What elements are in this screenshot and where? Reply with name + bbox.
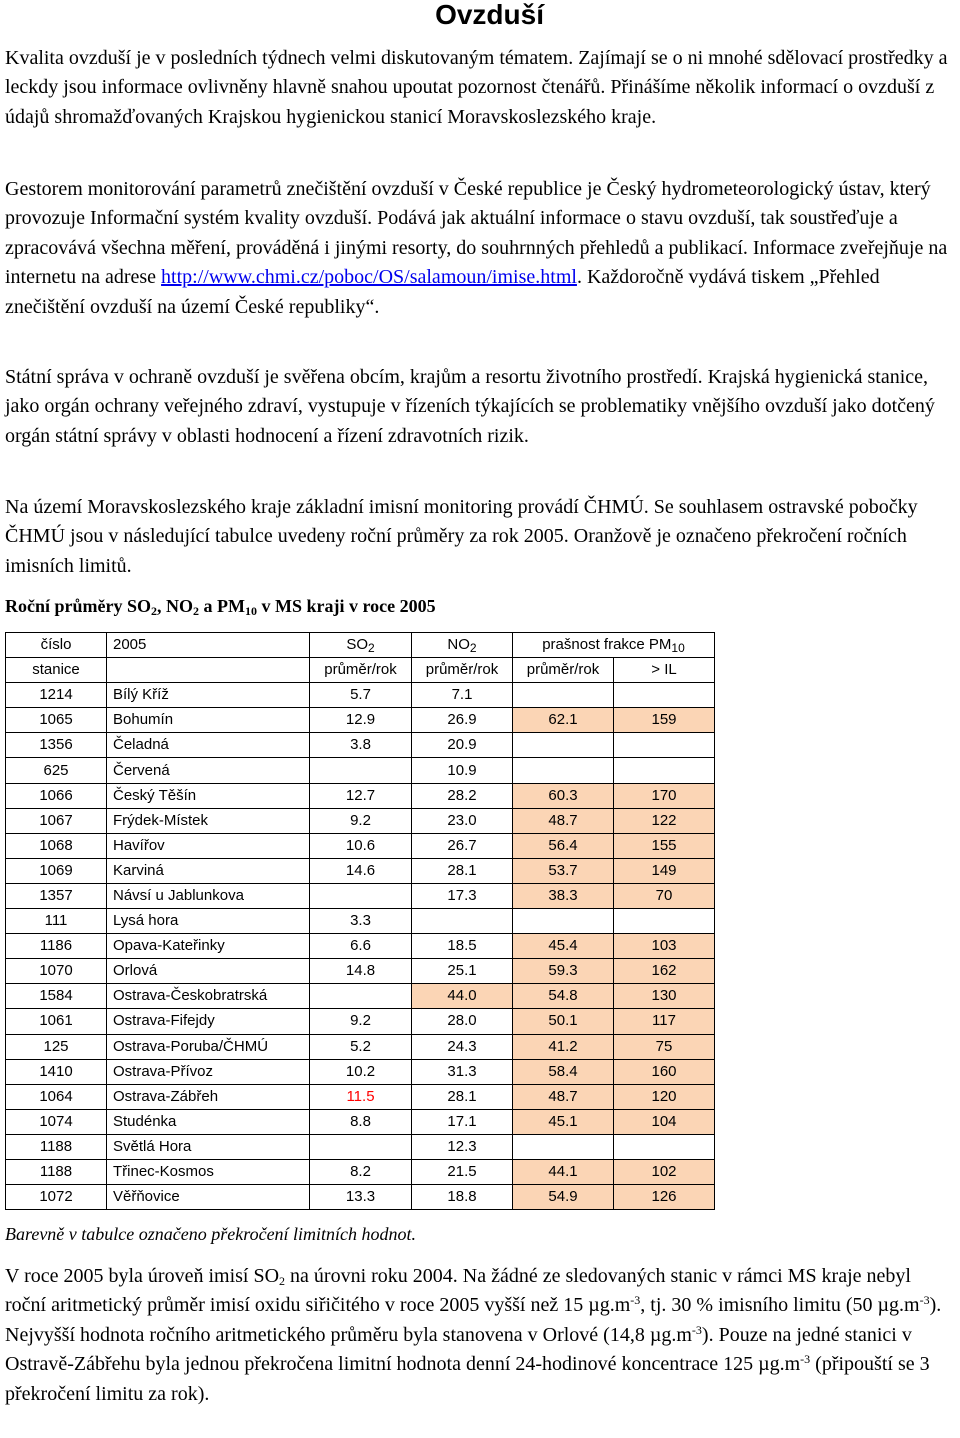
caption-sub: 2 (193, 604, 199, 618)
pm10-cell (513, 733, 614, 758)
page-title: Ovzduší (435, 0, 544, 30)
so2-cell: 14.8 (310, 959, 412, 984)
so2-cell: 9.2 (310, 1009, 412, 1034)
so2-cell: 8.8 (310, 1109, 412, 1134)
table-row (6, 883, 715, 908)
pm10-exceedance-cell (614, 909, 715, 934)
header-cell: průměr/rok (412, 658, 513, 683)
station-id-cell: 1186 (6, 934, 107, 959)
table-caption (5, 594, 436, 618)
caption-part: Roční průměry SO (5, 596, 151, 616)
station-id-cell: 1357 (6, 883, 107, 908)
so2-cell: 10.6 (310, 833, 412, 858)
station-id-cell: 1067 (6, 808, 107, 833)
so2-paragraph-text: ). Nejvyšší hodnota ročního aritmetického průměru byla stanovena v Orlové (14,8 µg.m (5, 1294, 942, 1346)
pm10-exceedance-cell: 120 (614, 1084, 715, 1109)
caption-part: , NO (157, 596, 193, 616)
station-id-cell: 1072 (6, 1185, 107, 1210)
so2-cell: 8.2 (310, 1159, 412, 1184)
no2-cell: 18.5 (412, 934, 513, 959)
pm10-cell: 53.7 (513, 858, 614, 883)
table-row (6, 833, 715, 858)
pm10-cell: 56.4 (513, 833, 614, 858)
station-name-cell: Havířov (107, 833, 310, 858)
pm10-exceedance-cell: 102 (614, 1159, 715, 1184)
station-name-cell: Světlá Hora (107, 1134, 310, 1159)
table-row (6, 1034, 715, 1059)
station-name-cell: Bohumín (107, 708, 310, 733)
pm10-cell: 60.3 (513, 783, 614, 808)
station-name-cell: Návsí u Jablunkova (107, 883, 310, 908)
header-cell: 2005 (107, 633, 310, 658)
caption-sub: 10 (244, 604, 257, 618)
table-row (6, 1185, 715, 1210)
pm10-exceedance-cell: 70 (614, 883, 715, 908)
station-name-cell: Studénka (107, 1109, 310, 1134)
table-header-row (6, 633, 715, 658)
intro-paragraph: Kvalita ovzduší je v posledních týdnech velmi diskutovaným tématem. Zajímají se o ni mnohé sdělovací prostředky a leckdy jsou informace ovlivněny hlavně snahou upoutat pozornost čtenářů. Přinášíme několik informací o ovzduší z údajů shromažďovaných Krajskou hygienickou stanicí Moravskoslezského kraje. (5, 47, 948, 128)
station-name-cell: Ostrava-Českobratrská (107, 984, 310, 1009)
no2-cell: 24.3 (412, 1034, 513, 1059)
pm10-cell: 62.1 (513, 708, 614, 733)
header-text: SO (346, 636, 368, 654)
header-cell: průměr/rok (513, 658, 614, 683)
pm10-exceedance-cell: 126 (614, 1185, 715, 1210)
pm10-cell: 58.4 (513, 1059, 614, 1084)
station-id-cell: 1188 (6, 1134, 107, 1159)
pm10-exceedance-cell: 130 (614, 984, 715, 1009)
station-name-cell: Orlová (107, 959, 310, 984)
table-row (6, 1109, 715, 1134)
station-name-cell: Ostrava-Fifejdy (107, 1009, 310, 1034)
so2-cell (310, 883, 412, 908)
header-sub: 2 (469, 641, 477, 656)
station-name-cell: Čeladná (107, 733, 310, 758)
table-row (6, 683, 715, 708)
pm10-exceedance-cell (614, 1134, 715, 1159)
no2-cell: 28.2 (412, 783, 513, 808)
header-cell-pm (513, 633, 715, 658)
station-name-cell: Frýdek-Místek (107, 808, 310, 833)
table-row (6, 1009, 715, 1034)
superscript: -3 (691, 1322, 702, 1337)
so2-cell: 14.6 (310, 858, 412, 883)
pm10-cell: 41.2 (513, 1034, 614, 1059)
superscript: -3 (919, 1293, 930, 1308)
so2-paragraph-text: na úrovni roku 2004. Na žádné ze sledovaných stanic v rámci MS kraje nebyl roční aritmetický průměr imisí oxidu siřičitého v roce 2005 vyšší než 15 µg.m (5, 1265, 911, 1317)
no2-cell: 31.3 (412, 1059, 513, 1084)
table-note: Barevně v tabulce označeno překročení limitních hodnot. (5, 1224, 417, 1244)
header-sub: 10 (671, 641, 685, 656)
no2-cell: 20.9 (412, 733, 513, 758)
region-paragraph: Na území Moravskoslezského kraje základní imisní monitoring provádí ČHMÚ. Se souhlasem ostravské pobočky ČHMÚ jsou v následující tabulce uvedeny roční průměry za rok 2005. Oranžově je označeno překročení ročních imisních limitů. (5, 496, 918, 577)
station-id-cell: 1068 (6, 833, 107, 858)
so2-cell: 5.2 (310, 1034, 412, 1059)
station-name-cell: Karviná (107, 858, 310, 883)
table-row (6, 733, 715, 758)
so2-cell: 5.7 (310, 683, 412, 708)
no2-cell (412, 909, 513, 934)
station-name-cell: Lysá hora (107, 909, 310, 934)
pm10-exceedance-cell: 117 (614, 1009, 715, 1034)
no2-cell: 44.0 (412, 984, 513, 1009)
pm10-cell: 54.9 (513, 1185, 614, 1210)
table-row (6, 783, 715, 808)
pm10-cell: 45.4 (513, 934, 614, 959)
so2-cell (310, 1134, 412, 1159)
station-id-cell: 1356 (6, 733, 107, 758)
table-row (6, 1059, 715, 1084)
so2-cell: 10.2 (310, 1059, 412, 1084)
monitoring-paragraph (5, 175, 957, 322)
header-cell: číslo (6, 633, 107, 658)
no2-cell: 26.7 (412, 833, 513, 858)
table-row (6, 959, 715, 984)
so2-cell: 3.3 (310, 909, 412, 934)
no2-cell: 23.0 (412, 808, 513, 833)
table-row (6, 858, 715, 883)
station-id-cell: 1069 (6, 858, 107, 883)
pm10-cell (513, 758, 614, 783)
table-subheader-row (6, 658, 715, 683)
so2-cell: 3.8 (310, 733, 412, 758)
station-id-cell: 1066 (6, 783, 107, 808)
table-row (6, 934, 715, 959)
station-name-cell: Červená (107, 758, 310, 783)
station-name-cell: Třinec-Kosmos (107, 1159, 310, 1184)
station-id-cell: 1064 (6, 1084, 107, 1109)
so2-cell (310, 758, 412, 783)
table-row (6, 1159, 715, 1184)
pm10-cell (513, 909, 614, 934)
pm10-cell: 59.3 (513, 959, 614, 984)
station-id-cell: 1070 (6, 959, 107, 984)
no2-cell: 28.0 (412, 1009, 513, 1034)
pm10-exceedance-cell: 103 (614, 934, 715, 959)
so2-cell: 13.3 (310, 1185, 412, 1210)
pm10-exceedance-cell: 160 (614, 1059, 715, 1084)
pm10-exceedance-cell (614, 683, 715, 708)
caption-part: a PM (199, 596, 245, 616)
air-quality-table (5, 632, 715, 1210)
so2-cell: 6.6 (310, 934, 412, 959)
pm10-exceedance-cell: 159 (614, 708, 715, 733)
no2-cell: 25.1 (412, 959, 513, 984)
pm10-cell: 54.8 (513, 984, 614, 1009)
subscript: 2 (279, 1274, 286, 1288)
so2-paragraph (5, 1262, 957, 1409)
header-cell-so2 (310, 633, 412, 658)
monitoring-paragraph-text: Gestorem monitorování parametrů znečištění ovzduší v České republice je Český hydrometeorologický ústav, který provozuje Informační systém kvality ovzduší. Podává jak aktuální informace o stavu ovzduší, tak soustřeďuje a zpracovává všechna měření, prováděná i jinými resorty, do souhrnných přehledů a publikací. Informace zveřejňuje na internetu na adrese (5, 178, 948, 289)
caption-part: v MS kraji v roce 2005 (256, 596, 436, 616)
header-text: prašnost frakce PM (542, 636, 672, 654)
station-id-cell: 1074 (6, 1109, 107, 1134)
so2-cell: 11.5 (310, 1084, 412, 1109)
no2-cell: 10.9 (412, 758, 513, 783)
table-row (6, 909, 715, 934)
no2-cell: 12.3 (412, 1134, 513, 1159)
pm10-cell (513, 683, 614, 708)
header-cell (107, 658, 310, 683)
table-row (6, 984, 715, 1009)
station-name-cell: Bílý Kříž (107, 683, 310, 708)
pm10-cell: 50.1 (513, 1009, 614, 1034)
station-name-cell: Ostrava-Přívoz (107, 1059, 310, 1084)
table-row (6, 1084, 715, 1109)
pm10-cell (513, 1134, 614, 1159)
pm10-cell: 48.7 (513, 1084, 614, 1109)
header-cell: > IL (614, 658, 715, 683)
table-row (6, 708, 715, 733)
no2-cell: 28.1 (412, 858, 513, 883)
station-id-cell: 1584 (6, 984, 107, 1009)
so2-paragraph-text: , tj. 30 % imisního limitu (50 µg.m (640, 1294, 920, 1317)
station-id-cell: 1410 (6, 1059, 107, 1084)
pm10-cell: 45.1 (513, 1109, 614, 1134)
no2-cell: 28.1 (412, 1084, 513, 1109)
pm10-cell: 48.7 (513, 808, 614, 833)
so2-paragraph-text: (připouští se 3 překročení limitu za rok). (5, 1353, 930, 1405)
pm10-exceedance-cell: 155 (614, 833, 715, 858)
header-cell: stanice (6, 658, 107, 683)
station-name-cell: Ostrava-Zábřeh (107, 1084, 310, 1109)
pm10-exceedance-cell (614, 733, 715, 758)
pm10-exceedance-cell: 149 (614, 858, 715, 883)
station-id-cell: 125 (6, 1034, 107, 1059)
station-name-cell: Věřňovice (107, 1185, 310, 1210)
no2-cell: 21.5 (412, 1159, 513, 1184)
no2-cell: 17.3 (412, 883, 513, 908)
no2-cell: 18.8 (412, 1185, 513, 1210)
superscript: -3 (800, 1352, 811, 1367)
so2-paragraph-text: ). Pouze na jedné stanici v Ostravě-Zábřehu byla jednou překročena limitní hodnota denní 24-hodinové koncentrace 125 µg.m (5, 1323, 912, 1376)
station-id-cell: 1214 (6, 683, 107, 708)
header-cell: průměr/rok (310, 658, 412, 683)
so2-cell: 12.9 (310, 708, 412, 733)
station-id-cell: 1065 (6, 708, 107, 733)
station-id-cell: 1061 (6, 1009, 107, 1034)
header-text: NO (447, 636, 470, 654)
header-sub: 2 (368, 641, 375, 656)
pm10-cell: 44.1 (513, 1159, 614, 1184)
pm10-exceedance-cell: 75 (614, 1034, 715, 1059)
table-row (6, 758, 715, 783)
pm10-exceedance-cell: 162 (614, 959, 715, 984)
pm10-exceedance-cell (614, 758, 715, 783)
superscript: -3 (630, 1293, 641, 1308)
so2-cell: 9.2 (310, 808, 412, 833)
no2-cell: 17.1 (412, 1109, 513, 1134)
table-row (6, 808, 715, 833)
station-name-cell: Ostrava-Poruba/ČHMÚ (107, 1034, 310, 1059)
station-name-cell: Český Těšín (107, 783, 310, 808)
station-name-cell: Opava-Kateřinky (107, 934, 310, 959)
so2-cell (310, 984, 412, 1009)
no2-cell: 26.9 (412, 708, 513, 733)
caption-sub: 2 (151, 604, 157, 618)
pm10-cell: 38.3 (513, 883, 614, 908)
pm10-exceedance-cell: 104 (614, 1109, 715, 1134)
station-id-cell: 625 (6, 758, 107, 783)
so2-cell: 12.7 (310, 783, 412, 808)
so2-paragraph-text: V roce 2005 byla úroveň imisí SO (5, 1265, 280, 1287)
pm10-exceedance-cell: 170 (614, 783, 715, 808)
pm10-exceedance-cell: 122 (614, 808, 715, 833)
header-cell-no2 (412, 633, 513, 658)
administration-paragraph: Státní správa v ochraně ovzduší je svěřena obcím, krajům a resortu životního prostředí. Krajská hygienická stanice, jako orgán ochrany veřejného zdraví, vystupuje v řízeních týkajících se problematiky vnějšího ovzduší jako dotčený orgán státní správy v oblasti hodnocení a řízení zdravotních rizik. (5, 366, 935, 447)
table-row (6, 1134, 715, 1159)
chmi-link[interactable]: http://www.chmi.cz/poboc/OS/salamoun/imise.html (161, 266, 577, 289)
no2-cell: 7.1 (412, 683, 513, 708)
station-id-cell: 111 (6, 909, 107, 934)
monitoring-paragraph-end: . Každoročně vydává tiskem „Přehled znečištění ovzduší na území České republiky“. (5, 266, 880, 318)
station-id-cell: 1188 (6, 1159, 107, 1184)
